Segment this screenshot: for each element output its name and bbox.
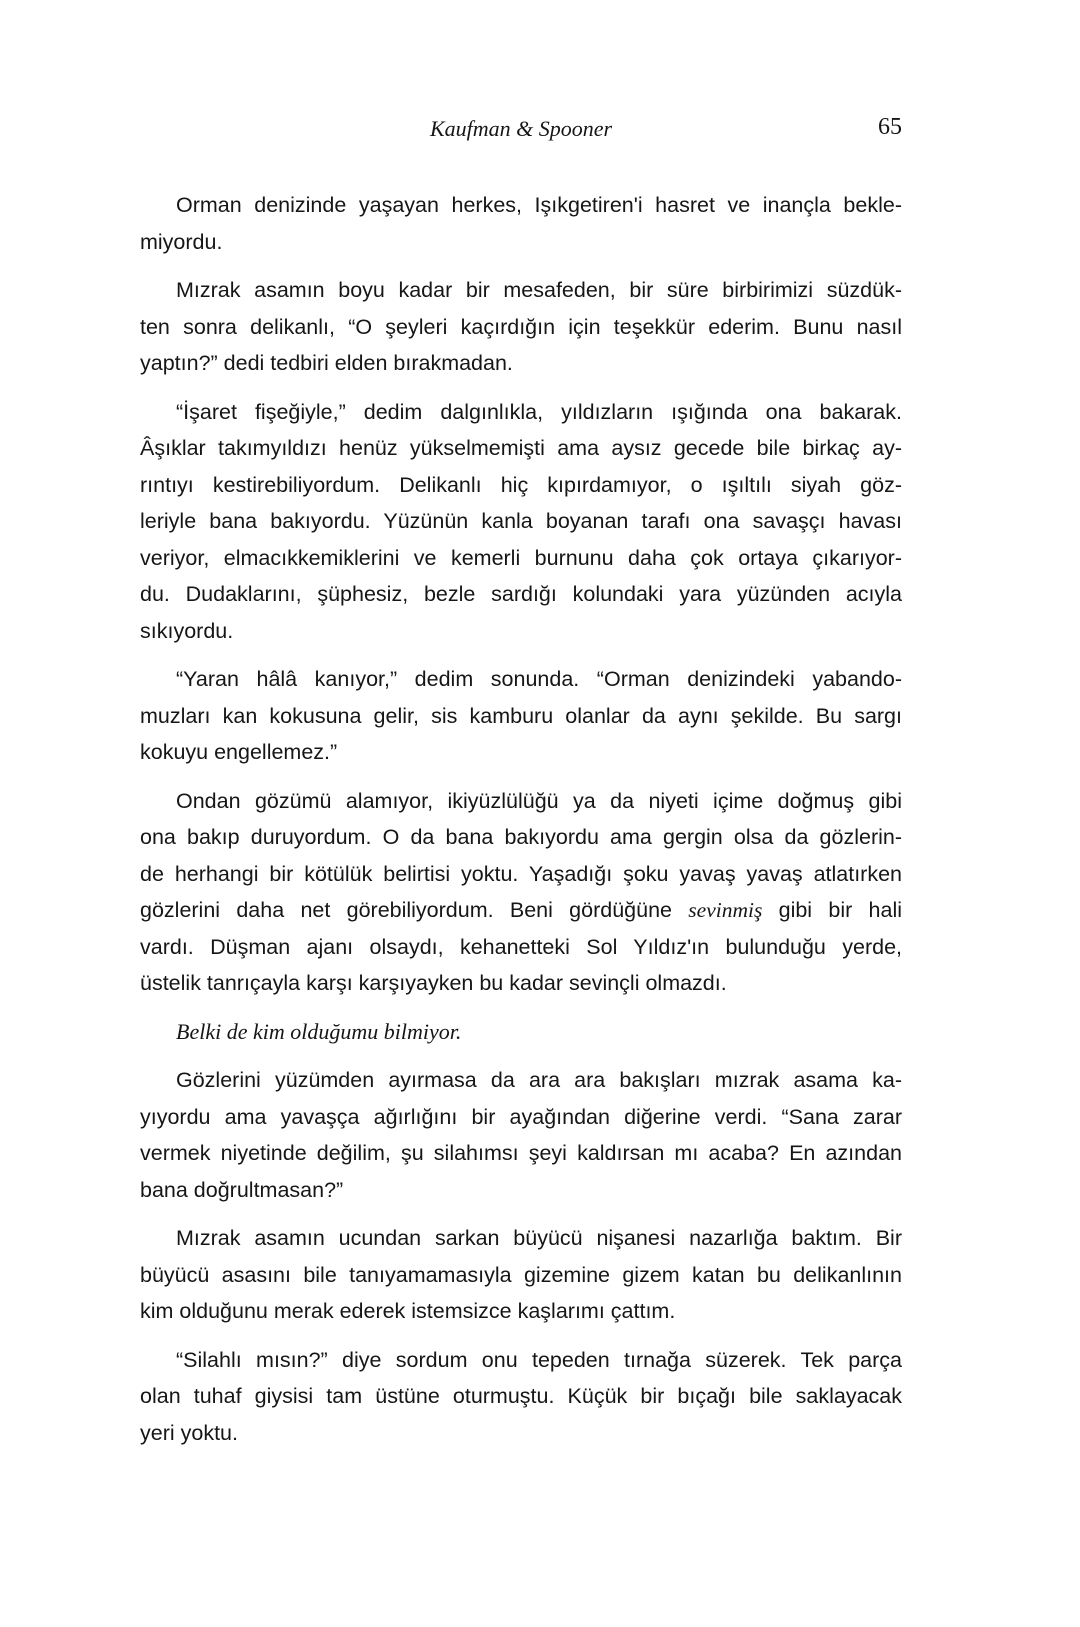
text-line: Âşıklar takımyıldızı henüz yükselmemişti ama aysız gecede bile birkaç ay- [140, 436, 902, 460]
text-line: yıyordu ama yavaşça ağırlığını bir ayağından diğerine verdi. “Sana zarar [140, 1104, 902, 1129]
page-header [140, 112, 902, 148]
text-line: miyordu. [140, 229, 223, 254]
text-line: leriyle bana bakıyordu. Yüzünün kanla boyanan tarafı ona savaşçı havası [140, 509, 902, 533]
paragraph [140, 1062, 902, 1208]
paragraph [140, 661, 902, 771]
text-line: “İşaret fişeğiyle,” dedim dalgınlıkla, yıldızların ışığında ona bakarak. [176, 399, 902, 424]
italic-word: sevinmiş [688, 898, 763, 922]
text-line: Gözlerini yüzümden ayırmasa da ara ara bakışları mızrak asama ka- [176, 1068, 902, 1092]
text-line: Ondan gözümü alamıyor, ikiyüzlülüğü ya da niyeti içime doğmuş gibi [176, 788, 902, 813]
text-line: vardı. Düşman ajanı olsaydı, kehanetteki Sol Yıldız'ın bulunduğu yerde, [140, 934, 902, 959]
text-line [140, 892, 902, 929]
text-line: ten sonra delikanlı, “O şeyleri kaçırdığın için teşekkür ederim. Bunu nasıl [140, 314, 902, 339]
text-line: olan tuhaf giysisi tam üstüne oturmuştu. Küçük bir bıçağı bile saklayacak [140, 1384, 902, 1408]
text-line: Belki de kim olduğumu bilmiyor. [176, 1018, 462, 1044]
text-segment: gözlerini daha net görebiliyordum. Beni gördüğüne [140, 898, 689, 922]
paragraph [140, 394, 902, 650]
text-line: kokuyu engellemez.” [140, 740, 338, 764]
text-line: Orman denizinde yaşayan herkes, Işıkgetiren'i hasret ve inançla bekle- [176, 193, 902, 217]
text-line: rıntıyı kestirebiliyordum. Delikanlı hiç kıpırdamıyor, o ışıltılı siyah göz- [140, 472, 902, 497]
text-line: bana doğrultmasan?” [140, 1177, 344, 1202]
text-line: yeri yoktu. [140, 1420, 238, 1445]
text-line: Mızrak asamın ucundan sarkan büyücü nişanesi nazarlığa baktım. Bir [176, 1226, 902, 1250]
text-line: üstelik tanrıçayla karşı karşıyayken bu kadar sevinçli olmazdı. [140, 971, 727, 995]
page-body [140, 187, 902, 1463]
text-line: muzları kan kokusuna gelir, sis kamburu olanlar da aynı şekilde. Bu sargı [140, 703, 902, 728]
text-segment: gibi bir hali [762, 898, 903, 922]
text-line: “Silahlı mısın?” diye sordum onu tepeden tırnağa süzerek. Tek parça [176, 1347, 902, 1372]
paragraph [140, 272, 902, 382]
paragraph [140, 1220, 902, 1330]
paragraph [140, 187, 902, 260]
page-number: 65 [878, 114, 902, 140]
text-line: “Yaran hâlâ kanıyor,” dedim sonunda. “Orman denizindeki yabando- [176, 667, 902, 691]
paragraph [140, 1014, 902, 1051]
text-line: Mızrak asamın boyu kadar bir mesafeden, bir süre birbirimizi süzdük- [176, 278, 902, 302]
text-line: ona bakıp duruyordum. O da bana bakıyordu ama gergin olsa da gözlerin- [140, 825, 902, 849]
paragraph [140, 1342, 902, 1452]
text-line: sıkıyordu. [140, 618, 234, 643]
text-line: du. Dudaklarını, şüphesiz, bezle sardığı kolundaki yara yüzünden acıyla [140, 582, 902, 606]
text-line: yaptın?” dedi tedbiri elden bırakmadan. [140, 351, 513, 375]
text-line: vermek niyetinde değilim, şu silahımsı şeyi kaldırsan mı acaba? En azından [140, 1141, 902, 1165]
text-line: büyücü asasını bile tanıyamamasıyla gizemine gizem katan bu delikanlının [140, 1262, 902, 1287]
paragraph [140, 783, 902, 1002]
text-line: veriyor, elmacıkkemiklerini ve kemerli burnunu daha çok ortaya çıkarıyor- [140, 545, 902, 570]
text-line: de herhangi bir kötülük belirtisi yoktu. Yaşadığı şoku yavaş yavaş atlatırken [140, 861, 902, 886]
text-line: kim olduğunu merak ederek istemsizce kaşlarımı çattım. [140, 1299, 676, 1323]
running-title: Kaufman & Spooner [429, 116, 613, 141]
